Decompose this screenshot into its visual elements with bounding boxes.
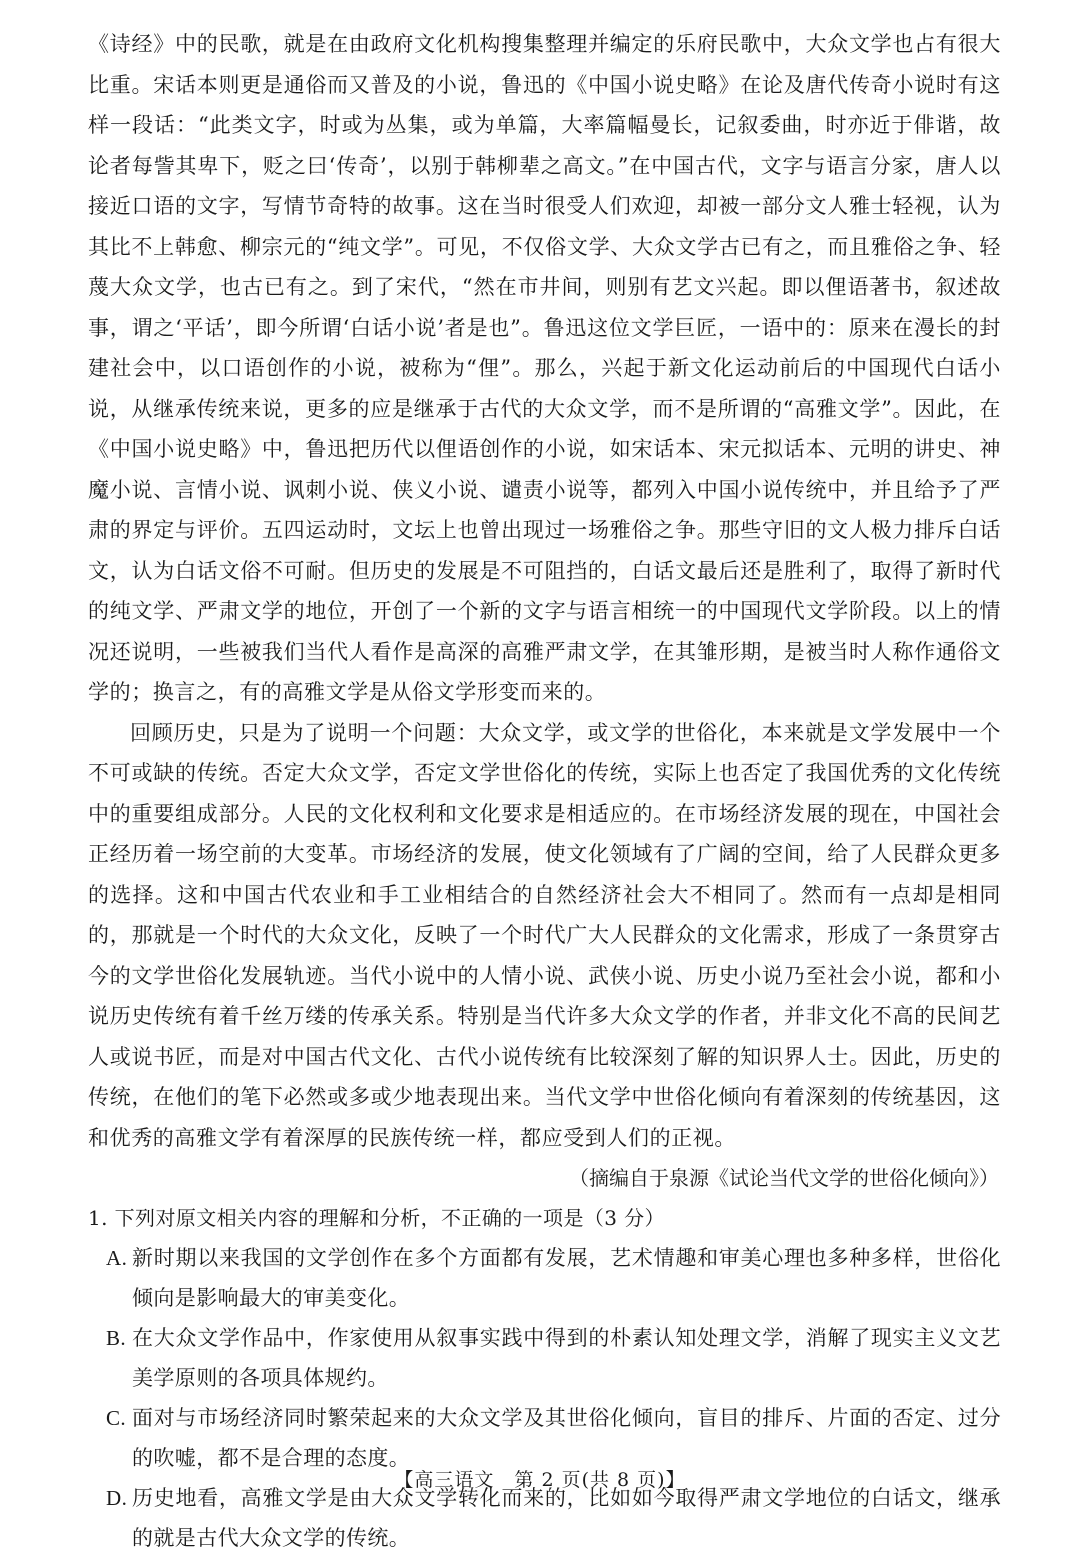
- source-citation: （摘编自于泉源《试论当代文学的世俗化倾向》）: [569, 1166, 999, 1190]
- passage-paragraph-2: 回顾历史，只是为了说明一个问题：大众文学，或文学的世俗化，本来就是文学发展中一个不可或缺的传统。否定大众文学，否定文学世俗化的传统，实际上也否定了我国优秀的文化传统中的重要组成部分。人民的文化权利和文化要求是相适应的。在市场经济发展的现在，中国社会正经历着一场空前的大变革。市场经济的发展，使文化领域有了广阔的空间，给了人民群众更多的选择。这和中国古代农业和手工业相结合的自然经济社会大不相同了。然而有一点却是相同的，那就是一个时代的大众文化，反映了一个时代广大人民群众的文化需求，形成了一条贯穿古今的文学世俗化发展轨迹。当代小说中的人情小说、武侠小说、历史小说乃至社会小说，都和小说历史传统有着千丝万缕的传承关系。特别是当代许多大众文学的作者，并非文化不高的民间艺人或说书匠，而是对中国古代文化、古代小说传统有比较深刻了解的知识界人士。因此，历史的传统，在他们的笔下必然或多或少地表现出来。当代文学中世俗化倾向有着深刻的传统基因，这和优秀的高雅文学有着深厚的民族传统一样，都应受到人们的正视。: [88, 720, 1001, 1150]
- option-a: [88, 1238, 1001, 1318]
- option-text: 面对与市场经济同时繁荣起来的大众文学及其世俗化倾向，盲目的排斥、片面的否定、过分的吹嘘，都不是合理的态度。: [132, 1406, 1001, 1470]
- question-1: [88, 1198, 1001, 1558]
- passage-paragraph-1: 《诗经》中的民歌，就是在由政府文化机构搜集整理并编定的乐府民歌中，大众文学也占有很大比重。宋话本则更是通俗而又普及的小说，鲁迅的《中国小说史略》在论及唐代传奇小说时有这样一段话：“此类文字，时或为丛集，或为单篇，大率篇幅曼长，记叙委曲，时亦近于俳谐，故论者每訾其卑下，贬之曰‘传奇’，以别于韩柳辈之高文。”在中国古代，文字与语言分家，唐人以接近口语的文字，写情节奇特的故事。这在当时很受人们欢迎，却被一部分文人雅士轻视，认为其比不上韩愈、柳宗元的“纯文学”。可见，不仅俗文学、大众文学古已有之，而且雅俗之争、轻蔑大众文学，也古已有之。到了宋代，“然在市井间，则别有艺文兴起。即以俚语著书，叙述故事，谓之‘平话’，即今所谓‘白话小说’者是也”。鲁迅这位文学巨匠，一语中的：原来在漫长的封建社会中，以口语创作的小说，被称为“俚”。那么，兴起于新文化运动前后的中国现代白话小说，从继承传统来说，更多的应是继承于古代的大众文学，而不是所谓的“高雅文学”。因此，在《中国小说史略》中，鲁迅把历代以俚语创作的小说，如宋话本、宋元拟话本、元明的讲史、神魔小说、言情小说、讽刺小说、侠义小说、谴责小说等，都列入中国小说传统中，并且给予了严肃的界定与评价。五四运动时，文坛上也曾出现过一场雅俗之争。那些守旧的文人极力排斥白话文，认为白话文俗不可耐。但历史的发展是不可阻挡的，白话文最后还是胜利了，取得了新时代的纯文学、严肃文学的地位，开创了一个新的文字与语言相统一的中国现代文学阶段。以上的情况还说明，一些被我们当代人看作是高深的高雅严肃文学，在其雏形期，是被当时人称作通俗文学的；换言之，有的高雅文学是从俗文学形变而来的。: [88, 32, 1001, 704]
- option-text: 历史地看，高雅文学是由大众文学转化而来的，比如如今取得严肃文学地位的白话文，继承的就是古代大众文学的传统。: [132, 1486, 1001, 1550]
- option-letter: D.: [106, 1486, 128, 1510]
- option-b: [88, 1318, 1001, 1398]
- option-letter: C.: [106, 1406, 127, 1430]
- option-text: 在大众文学作品中，作家使用从叙事实践中得到的朴素认知处理文学，消解了现实主义文艺美学原则的各项具体规约。: [132, 1326, 1001, 1390]
- question-stem: 1. 下列对原文相关内容的理解和分析，不正确的一项是（3 分）: [88, 1206, 665, 1230]
- option-letter: B.: [106, 1326, 127, 1350]
- page-footer: 【高三语文 第 2 页(共 8 页)】: [394, 1469, 686, 1491]
- option-letter: A.: [106, 1246, 128, 1270]
- option-text: 新时期以来我国的文学创作在多个方面都有发展，艺术情趣和审美心理也多种多样，世俗化倾向是影响最大的审美变化。: [132, 1246, 1001, 1310]
- exam-page: [88, 24, 1001, 1558]
